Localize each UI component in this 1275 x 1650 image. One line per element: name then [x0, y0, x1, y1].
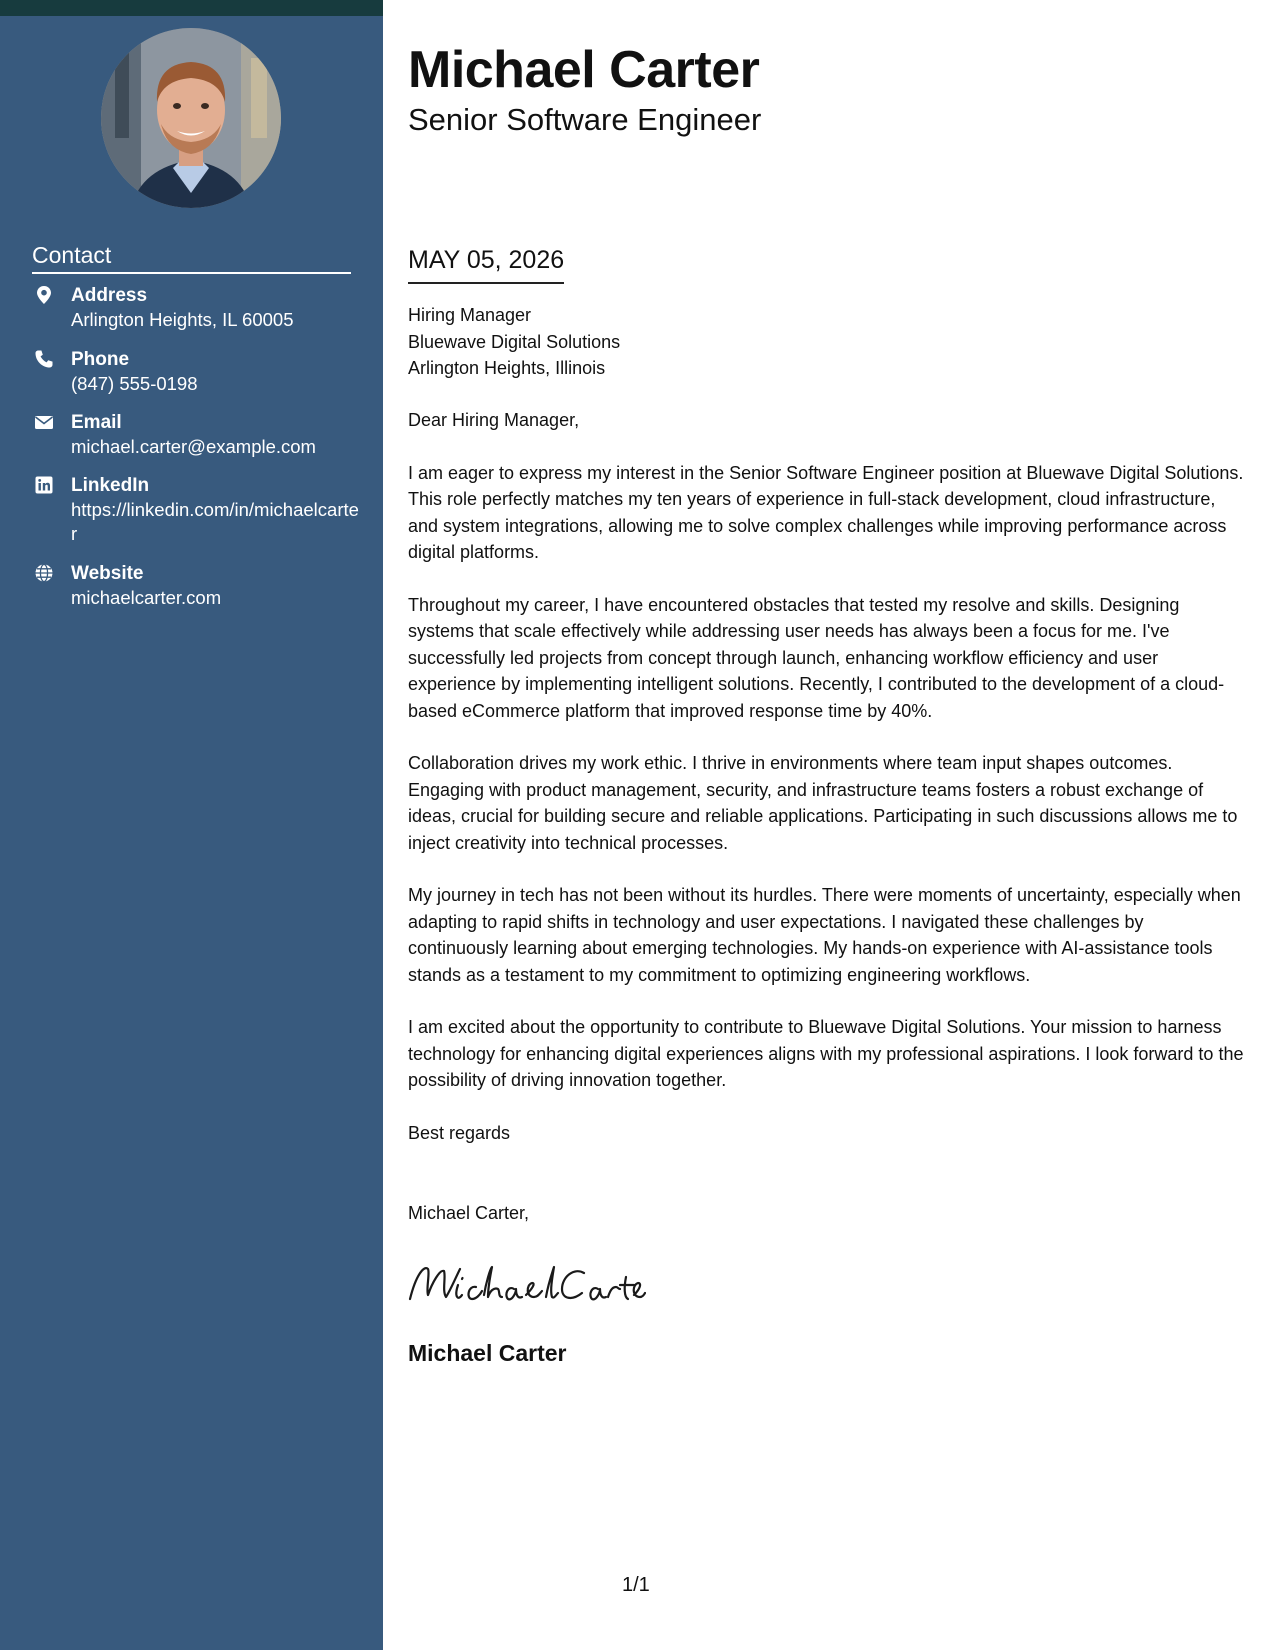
recipient-line: Bluewave Digital Solutions — [408, 331, 621, 352]
signoff-name: Michael Carter, — [408, 1203, 530, 1223]
typed-name: Michael Carter — [408, 1340, 567, 1366]
contact-value: (847) 555-0198 — [71, 373, 198, 394]
letter-paragraph: I am excited about the opportunity to contribute to Bluewave Digital Solutions. Your mission to harness technology for enhancing digital experiences aligns with my professional aspirations. I look forward to the possibility of driving innovation together. — [408, 1017, 1244, 1090]
location-pin-icon — [34, 285, 54, 305]
letter-body — [408, 407, 1248, 1120]
recipient-block — [408, 302, 620, 382]
avatar — [101, 28, 281, 208]
globe-icon — [34, 563, 54, 583]
closing: Best regards — [408, 1123, 511, 1143]
envelope-icon — [34, 412, 54, 432]
salutation: Dear Hiring Manager, — [408, 410, 580, 430]
contact-label: LinkedIn — [71, 475, 150, 496]
letter-paragraph: Collaboration drives my work ethic. I thrive in environments where team input shapes outcomes. Engaging with product management, security, and infrastructure teams fosters a robust exchange of ideas, crucial for building secure and reliable applications. Participating in such discussions allows me to inject creativity into technical processes. — [408, 753, 1238, 853]
recipient-line: Arlington Heights, Illinois — [408, 358, 606, 378]
linkedin-icon — [34, 475, 54, 495]
signature — [406, 1255, 646, 1315]
letter-paragraph: I am eager to express my interest in the Senior Software Engineer position at Bluewave Digital Solutions. This role perfectly matches my ten years of experience in full-stack development, cloud infrastructure, and system integrations, allowing me to solve complex challenges while improving performance across digital platforms. — [408, 462, 1244, 562]
contact-value[interactable]: michaelcarter.com — [71, 587, 222, 608]
contact-value[interactable]: https://linkedin.com/in/michaelcarter — [71, 499, 359, 544]
contact-label: Phone — [71, 349, 130, 370]
letter-paragraph: Throughout my career, I have encountered obstacles that tested my resolve and skills. Designing systems that scale effectively while addressing user needs has always been a focus for me. I've successfully led projects from concept through launch, enhancing workflow efficiency and user experience by implementing intelligent solutions. Recently, I contributed to the development of a cloud-based eCommerce platform that improved response time by 40%. — [408, 594, 1225, 721]
sidebar-top-bar — [0, 0, 383, 16]
contact-value: michael.carter@example.com — [71, 436, 316, 457]
sidebar — [0, 0, 383, 1650]
contact-heading: Contact — [32, 240, 351, 274]
page-number: 1/1 — [622, 1574, 650, 1596]
contact-label: Email — [71, 412, 122, 433]
letter-paragraph: My journey in tech has not been without its hurdles. There were moments of uncertainty, especially when adapting to rapid shifts in technology and user expectations. I navigated these challenges by continuously learning about emerging technologies. My hands-on experience with AI-assistance tools stands as a testament to my commitment to optimizing engineering workflows. — [408, 885, 1241, 985]
contact-label: Address — [71, 285, 148, 306]
letter-date: MAY 05, 2026 — [408, 244, 564, 284]
recipient-line: Hiring Manager — [408, 305, 532, 325]
applicant-name: Michael Carter — [408, 41, 760, 99]
contact-value: Arlington Heights, IL 60005 — [71, 309, 294, 330]
phone-icon — [34, 349, 54, 369]
contact-label: Website — [71, 563, 144, 584]
job-title: Senior Software Engineer — [408, 102, 762, 137]
